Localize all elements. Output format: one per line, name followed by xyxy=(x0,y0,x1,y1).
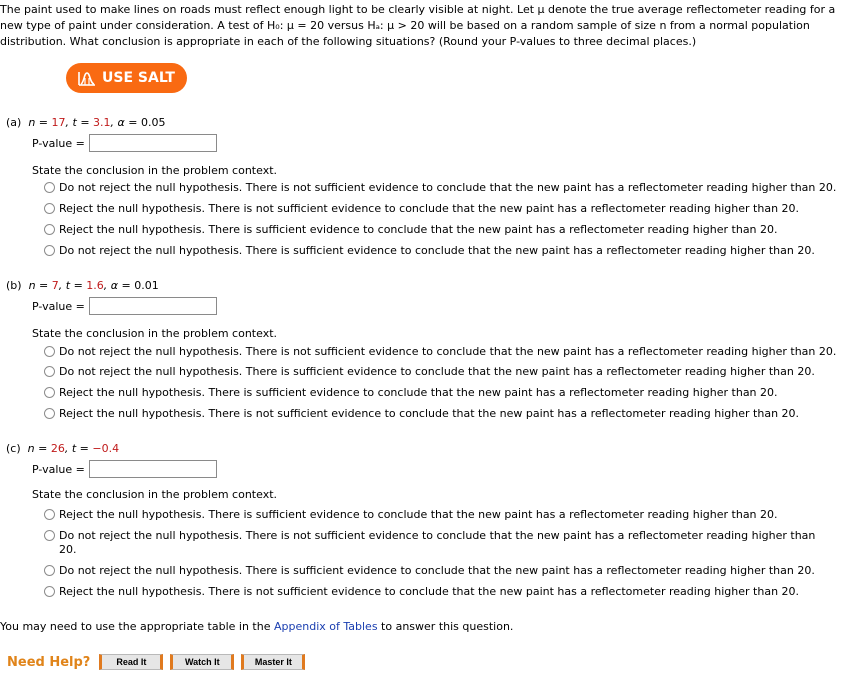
state-conclusion-a: State the conclusion in the problem context. xyxy=(32,164,278,177)
option-c-1[interactable] xyxy=(44,508,778,522)
appendix-link[interactable]: Appendix of Tables xyxy=(274,620,378,633)
need-help-label: Need Help? xyxy=(7,654,91,670)
watch-it-button[interactable]: Watch It xyxy=(170,654,234,670)
option-text: Reject the null hypothesis. There is not sufficient evidence to conclude that the new paint has a reflectometer reading higher than 20. xyxy=(59,407,800,420)
master-it-button[interactable]: Master It xyxy=(241,654,305,670)
part-b-header xyxy=(6,279,159,292)
t-label: , t = xyxy=(65,116,94,129)
n-label: n = xyxy=(28,279,52,292)
option-a-1[interactable] xyxy=(44,181,836,195)
option-b-4[interactable] xyxy=(44,407,799,421)
t-value: −0.4 xyxy=(92,442,120,455)
intro-line-1: The paint used to make lines on roads must reflect enough light to be clearly visible at night. Let μ denote the true average reflectometer reading for a xyxy=(0,3,836,16)
appendix-text-after: to answer this question. xyxy=(377,620,514,633)
option-a-3[interactable] xyxy=(44,223,778,237)
pvalue-label: P-value = xyxy=(32,462,85,476)
option-text: Reject the null hypothesis. There is sufficient evidence to conclude that the new paint has a reflectometer reading higher than 20. xyxy=(59,386,778,399)
radio-button[interactable] xyxy=(44,346,55,357)
option-c-4[interactable] xyxy=(44,585,799,599)
read-it-button[interactable]: Read It xyxy=(99,654,163,670)
use-salt-button[interactable] xyxy=(66,63,187,93)
t-value: 3.1 xyxy=(93,116,111,129)
appendix-text-before: You may need to use the appropriate table in the xyxy=(0,620,274,633)
alpha-value: 0.01 xyxy=(134,279,159,292)
radio-button[interactable] xyxy=(44,182,55,193)
alpha-label: , α = xyxy=(103,279,135,292)
radio-button[interactable] xyxy=(44,509,55,520)
option-c-3[interactable] xyxy=(44,564,815,578)
alpha-label: , α = xyxy=(110,116,142,129)
pvalue-label: P-value = xyxy=(32,136,85,150)
radio-button[interactable] xyxy=(44,203,55,214)
pvalue-input-a[interactable] xyxy=(89,134,217,152)
option-text: Do not reject the null hypothesis. There is sufficient evidence to conclude that the new paint has a reflectometer reading higher than 20. xyxy=(59,365,815,378)
state-conclusion-c: State the conclusion in the problem context. xyxy=(32,488,278,501)
pvalue-input-b[interactable] xyxy=(89,297,217,315)
part-c-tag: (c) xyxy=(6,442,21,455)
pvalue-row-a xyxy=(32,134,217,152)
t-value: 1.6 xyxy=(86,279,104,292)
intro-line-3: distribution. What conclusion is appropriate in each of the following situations? (Round your P-values to three decimal places.) xyxy=(0,35,697,48)
option-text: Reject the null hypothesis. There is sufficient evidence to conclude that the new paint has a reflectometer reading higher than 20. xyxy=(59,508,778,521)
appendix-note xyxy=(0,620,513,633)
n-value: 26 xyxy=(50,442,65,455)
option-text: Do not reject the null hypothesis. There is not sufficient evidence to conclude that the new paint has a reflectometer reading higher than 20. xyxy=(59,345,837,358)
part-c-header xyxy=(6,442,119,455)
problem-statement xyxy=(0,2,850,50)
t-label: , t = xyxy=(58,279,87,292)
t-label: , t = xyxy=(64,442,93,455)
pvalue-row-b xyxy=(32,297,217,315)
part-b-tag: (b) xyxy=(6,279,22,292)
salt-chart-icon xyxy=(78,70,96,86)
radio-button[interactable] xyxy=(44,530,55,541)
use-salt-label: USE SALT xyxy=(102,70,175,86)
radio-button[interactable] xyxy=(44,245,55,256)
option-a-4[interactable] xyxy=(44,244,815,258)
option-text: Do not reject the null hypothesis. There is sufficient evidence to conclude that the new paint has a reflectometer reading higher than 20. xyxy=(59,244,815,257)
radio-button[interactable] xyxy=(44,366,55,377)
n-value: 7 xyxy=(51,279,59,292)
pvalue-label: P-value = xyxy=(32,299,85,313)
n-value: 17 xyxy=(51,116,66,129)
radio-button[interactable] xyxy=(44,586,55,597)
option-a-2[interactable] xyxy=(44,202,799,216)
option-b-1[interactable] xyxy=(44,345,836,359)
need-help-bar xyxy=(7,654,312,670)
intro-line-2: new type of paint under consideration. A test of H₀: μ = 20 versus Hₐ: μ > 20 will be based on a random sample of size n from a normal population xyxy=(0,19,810,32)
radio-button[interactable] xyxy=(44,387,55,398)
option-b-3[interactable] xyxy=(44,386,778,400)
part-a-header xyxy=(6,116,166,129)
state-conclusion-b: State the conclusion in the problem context. xyxy=(32,327,278,340)
alpha-value: 0.05 xyxy=(141,116,166,129)
pvalue-input-c[interactable] xyxy=(89,460,217,478)
option-c-2[interactable] xyxy=(44,529,829,557)
pvalue-row-c xyxy=(32,460,217,478)
option-text: Do not reject the null hypothesis. There is not sufficient evidence to conclude that the new paint has a reflectometer reading higher than 20. xyxy=(59,181,837,194)
n-label: n = xyxy=(27,442,51,455)
radio-button[interactable] xyxy=(44,224,55,235)
option-text: Reject the null hypothesis. There is not sufficient evidence to conclude that the new paint has a reflectometer reading higher than 20. xyxy=(59,585,800,598)
option-text: Reject the null hypothesis. There is sufficient evidence to conclude that the new paint has a reflectometer reading higher than 20. xyxy=(59,223,778,236)
option-text: Reject the null hypothesis. There is not sufficient evidence to conclude that the new paint has a reflectometer reading higher than 20. xyxy=(59,202,800,215)
radio-button[interactable] xyxy=(44,408,55,419)
option-b-2[interactable] xyxy=(44,365,815,379)
n-label: n = xyxy=(28,116,52,129)
option-text: Do not reject the null hypothesis. There is not sufficient evidence to conclude that the new paint has a reflectometer reading higher than 20. xyxy=(59,529,816,556)
part-a-tag: (a) xyxy=(6,116,22,129)
option-text: Do not reject the null hypothesis. There is sufficient evidence to conclude that the new paint has a reflectometer reading higher than 20. xyxy=(59,564,815,577)
radio-button[interactable] xyxy=(44,565,55,576)
